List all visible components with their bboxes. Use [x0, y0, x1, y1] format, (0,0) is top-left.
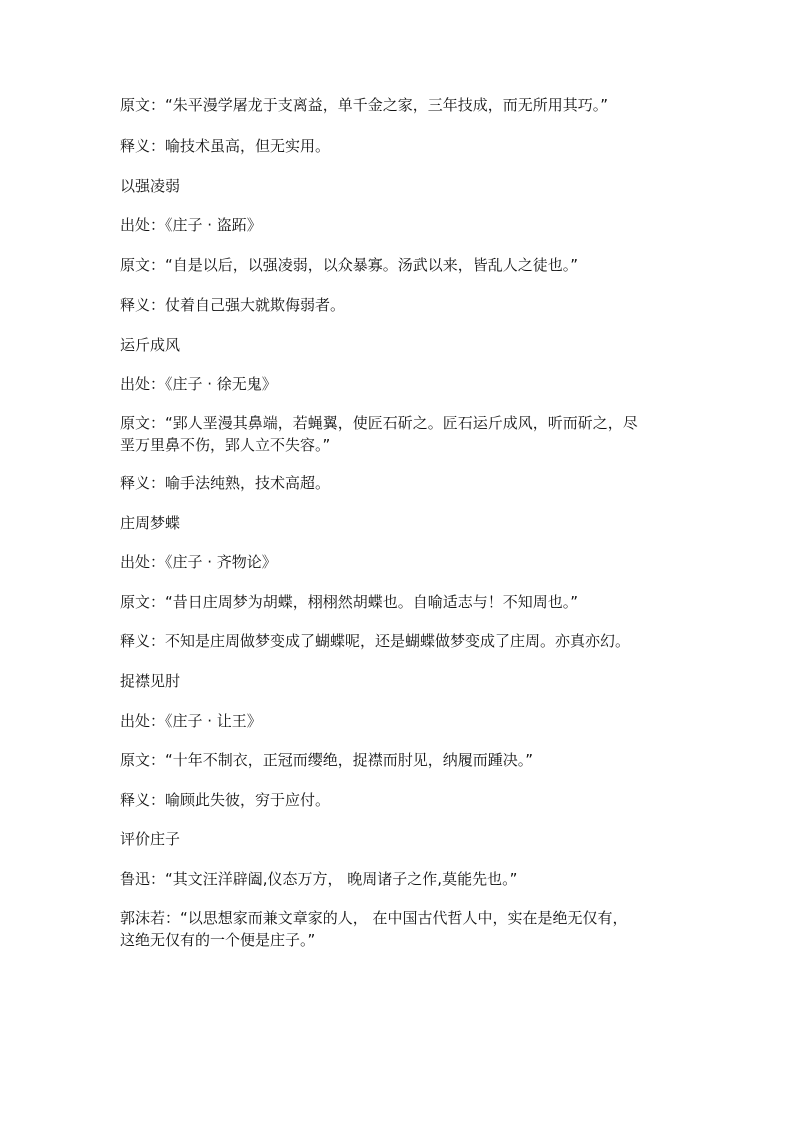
shiyi-yunjinchengfeng: 释义：喻手法纯熟，技术高超。: [120, 474, 331, 492]
section-title-pingjia: 评价庄子: [120, 830, 181, 848]
yuanwen-daozhi: 原文：“自是以后，以强凌弱，以众暴寡。汤武以来，皆乱人之徒也。”: [120, 256, 579, 274]
guomoruo-quote-line2: 这绝无仅有的一个便是庄子。”: [120, 931, 316, 949]
yuanwen-qiwulun: 原文：“昔日庄周梦为胡蝶，栩栩然胡蝶也。自喻适志与！不知周也。”: [120, 593, 579, 611]
chuchu-qiwulun: 出处：《庄子 · 齐物论》: [120, 553, 277, 571]
chuchu-xuwugui: 出处：《庄子 · 徐无鬼》: [120, 375, 277, 393]
idiom-title-yiqianglingruo: 以强凌弱: [120, 177, 181, 195]
chuchu-rangwang: 出处：《庄子 · 让王》: [120, 712, 262, 730]
idiom-title-zhuojinjianzhou: 捉襟见肘: [120, 672, 181, 690]
idiom-title-zhuangzhoumengdie: 庄周梦蝶: [120, 514, 181, 532]
shiyi-zhuojinjianzhou: 释义：喻顾此失彼，穷于应付。: [120, 791, 331, 809]
chuchu-daozhi: 出处：《庄子 · 盗跖》: [120, 216, 262, 234]
yuanwen-xuwugui-line1: 原文：“郢人垩漫其鼻端，若蝇翼，使匠石斫之。匠石运斤成风，听而斫之，尽: [120, 414, 638, 432]
yuanwen-rangwang: 原文：“十年不制衣，正冠而缨绝，捉襟而肘见，纳履而踵决。”: [120, 751, 534, 769]
shiyi-zhuangzhoumengdie: 释义：不知是庄周做梦变成了蝴蝶呢，还是蝴蝶做梦变成了庄周。亦真亦幻。: [120, 632, 631, 650]
shiyi-tulong: 释义：喻技术虽高，但无实用。: [120, 137, 331, 155]
yuanwen-xuwugui-line2: 垩万里鼻不伤，郢人立不失容。”: [120, 436, 331, 454]
shiyi-yiqianglingruo: 释义：仗着自己强大就欺侮弱者。: [120, 296, 346, 314]
idiom-title-yunjinchengfeng: 运斤成风: [120, 336, 181, 354]
yuanwen-tulong: 原文：“朱平漫学屠龙于支离益，单千金之家，三年技成，而无所用其巧。”: [120, 96, 609, 114]
luxun-quote: 鲁迅：“其文汪洋辟阖,仪态万方， 晚周诸子之作,莫能先也。”: [120, 870, 518, 888]
guomoruo-quote-line1: 郭沫若：“以思想家而兼文章家的人， 在中国古代哲人中，实在是绝无仅有，: [120, 909, 628, 927]
